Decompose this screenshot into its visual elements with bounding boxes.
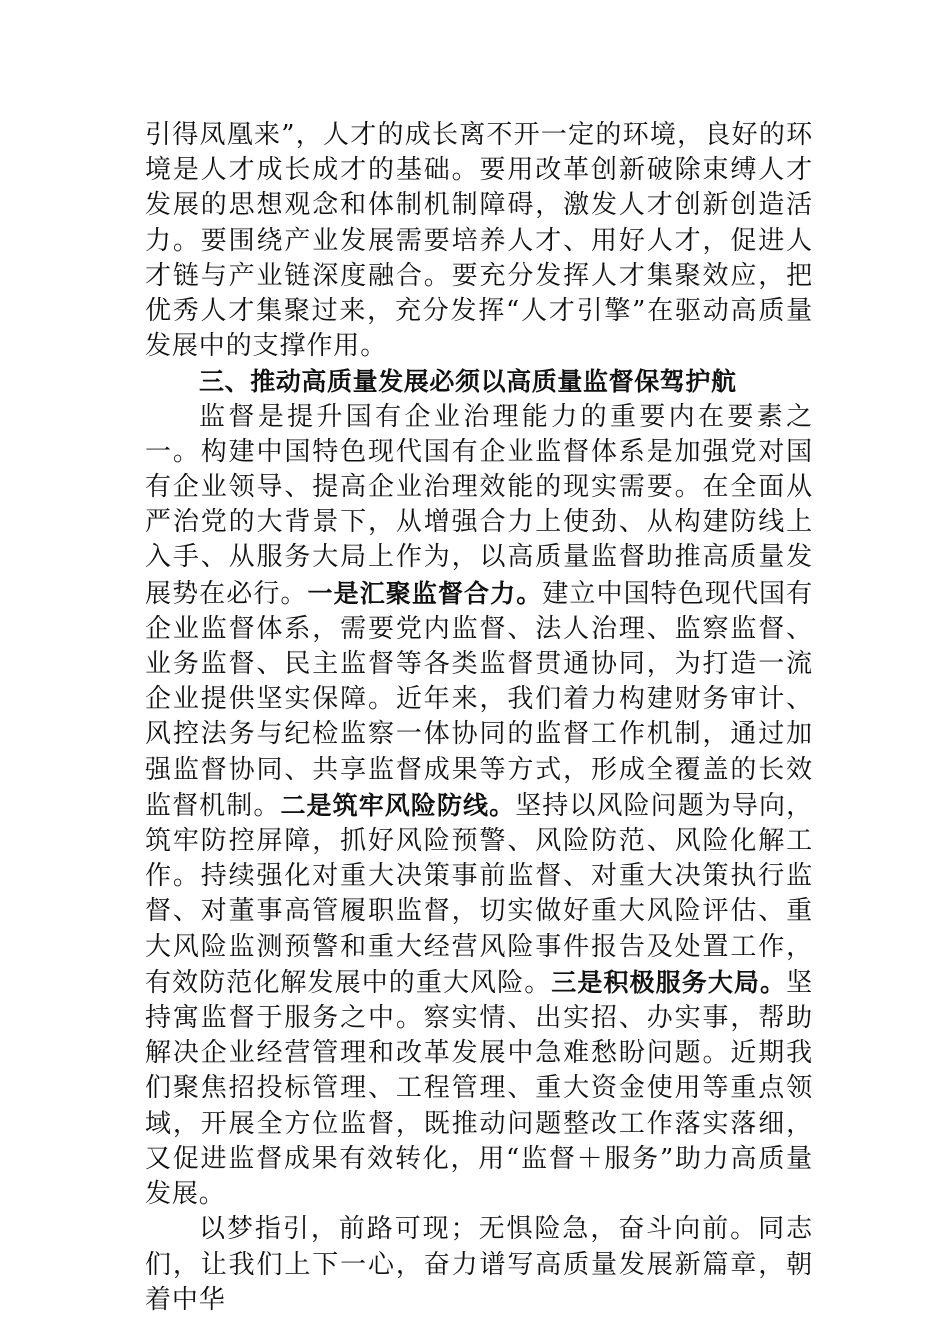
paragraph-supervision-intro: 监督是提升国有企业治理能力的重要内在要素之一。构建中国特色现代国有企业监督体系是加强党对国有企业领导、提高企业治理效能的现实需要。在全面从严治党的大背景下，从增强合力上使劲、从构建防线上入手、从服务大局上作为，以高质量监督助推高质量发展势在必行。 — [145, 401, 813, 609]
paragraph-talent-environment: 引得凤凰来”，人才的成长离不开一定的环境，良好的环境是人才成长成才的基础。要用改革创新破除束缚人才发展的思想观念和体制机制障碍，激发人才创新创造活力。要围绕产业发展需要培养人才、用好人才，促进人才链与产业链深度融合。要充分发挥人才集聚效应，把优秀人才集聚过来，充分发挥“人才引擎”在驱动高质量发展中的支撑作用。 — [145, 120, 813, 362]
point-three-text: 坚持寓监督于服务之中。察实情、出实招、办实事，帮助解决企业经营管理和改革发展中急难愁盼问题。近期我们聚焦招投标管理、工程管理、重大资金使用等重点领域，开展全方位监督，既推动问题整改工作落实落细，又促进监督成果有效转化，用“监督＋服务”助力高质量发展。 — [145, 967, 813, 1210]
document-body — [145, 118, 813, 1318]
point-two-heading: 二是筑牢风险防线。 — [280, 790, 516, 820]
paragraph-closing: 以梦指引，前路可现；无惧险急，奋斗向前。同志们，让我们上下一心，奋力谱写高质量发展新篇章，朝着中华 — [145, 1214, 813, 1315]
section-heading-supervision: 三、推动高质量发展必须以高质量监督保驾护航 — [199, 367, 737, 397]
point-one-heading: 一是汇聚监督合力。 — [307, 578, 543, 608]
point-two-text: 坚持以风险问题为导向，筑牢防控屏障，抓好风险预警、风险防范、风险化解工作。持续强化对重大决策事前监督、对重大决策执行监督、对董事高管履职监督，切实做好重大风险评估、重大风险监测预警和重大经营风险事件报告及处置工作，有效防范化解发展中的重大风险。 — [145, 790, 813, 998]
paragraph-supervision — [145, 400, 813, 1213]
point-one-text: 建立中国特色现代国有企业监督体系，需要党内监督、法人治理、监察监督、业务监督、民主监督等各类监督贯通协同，为打造一流企业提供坚实保障。近年来，我们着力构建财务审计、风控法务与纪检监察一体协同的监督工作机制，通过加强监督协同、共享监督成果等方式，形成全覆盖的长效监督机制。 — [145, 578, 813, 821]
point-three-heading: 三是积极服务大局。 — [551, 967, 787, 997]
